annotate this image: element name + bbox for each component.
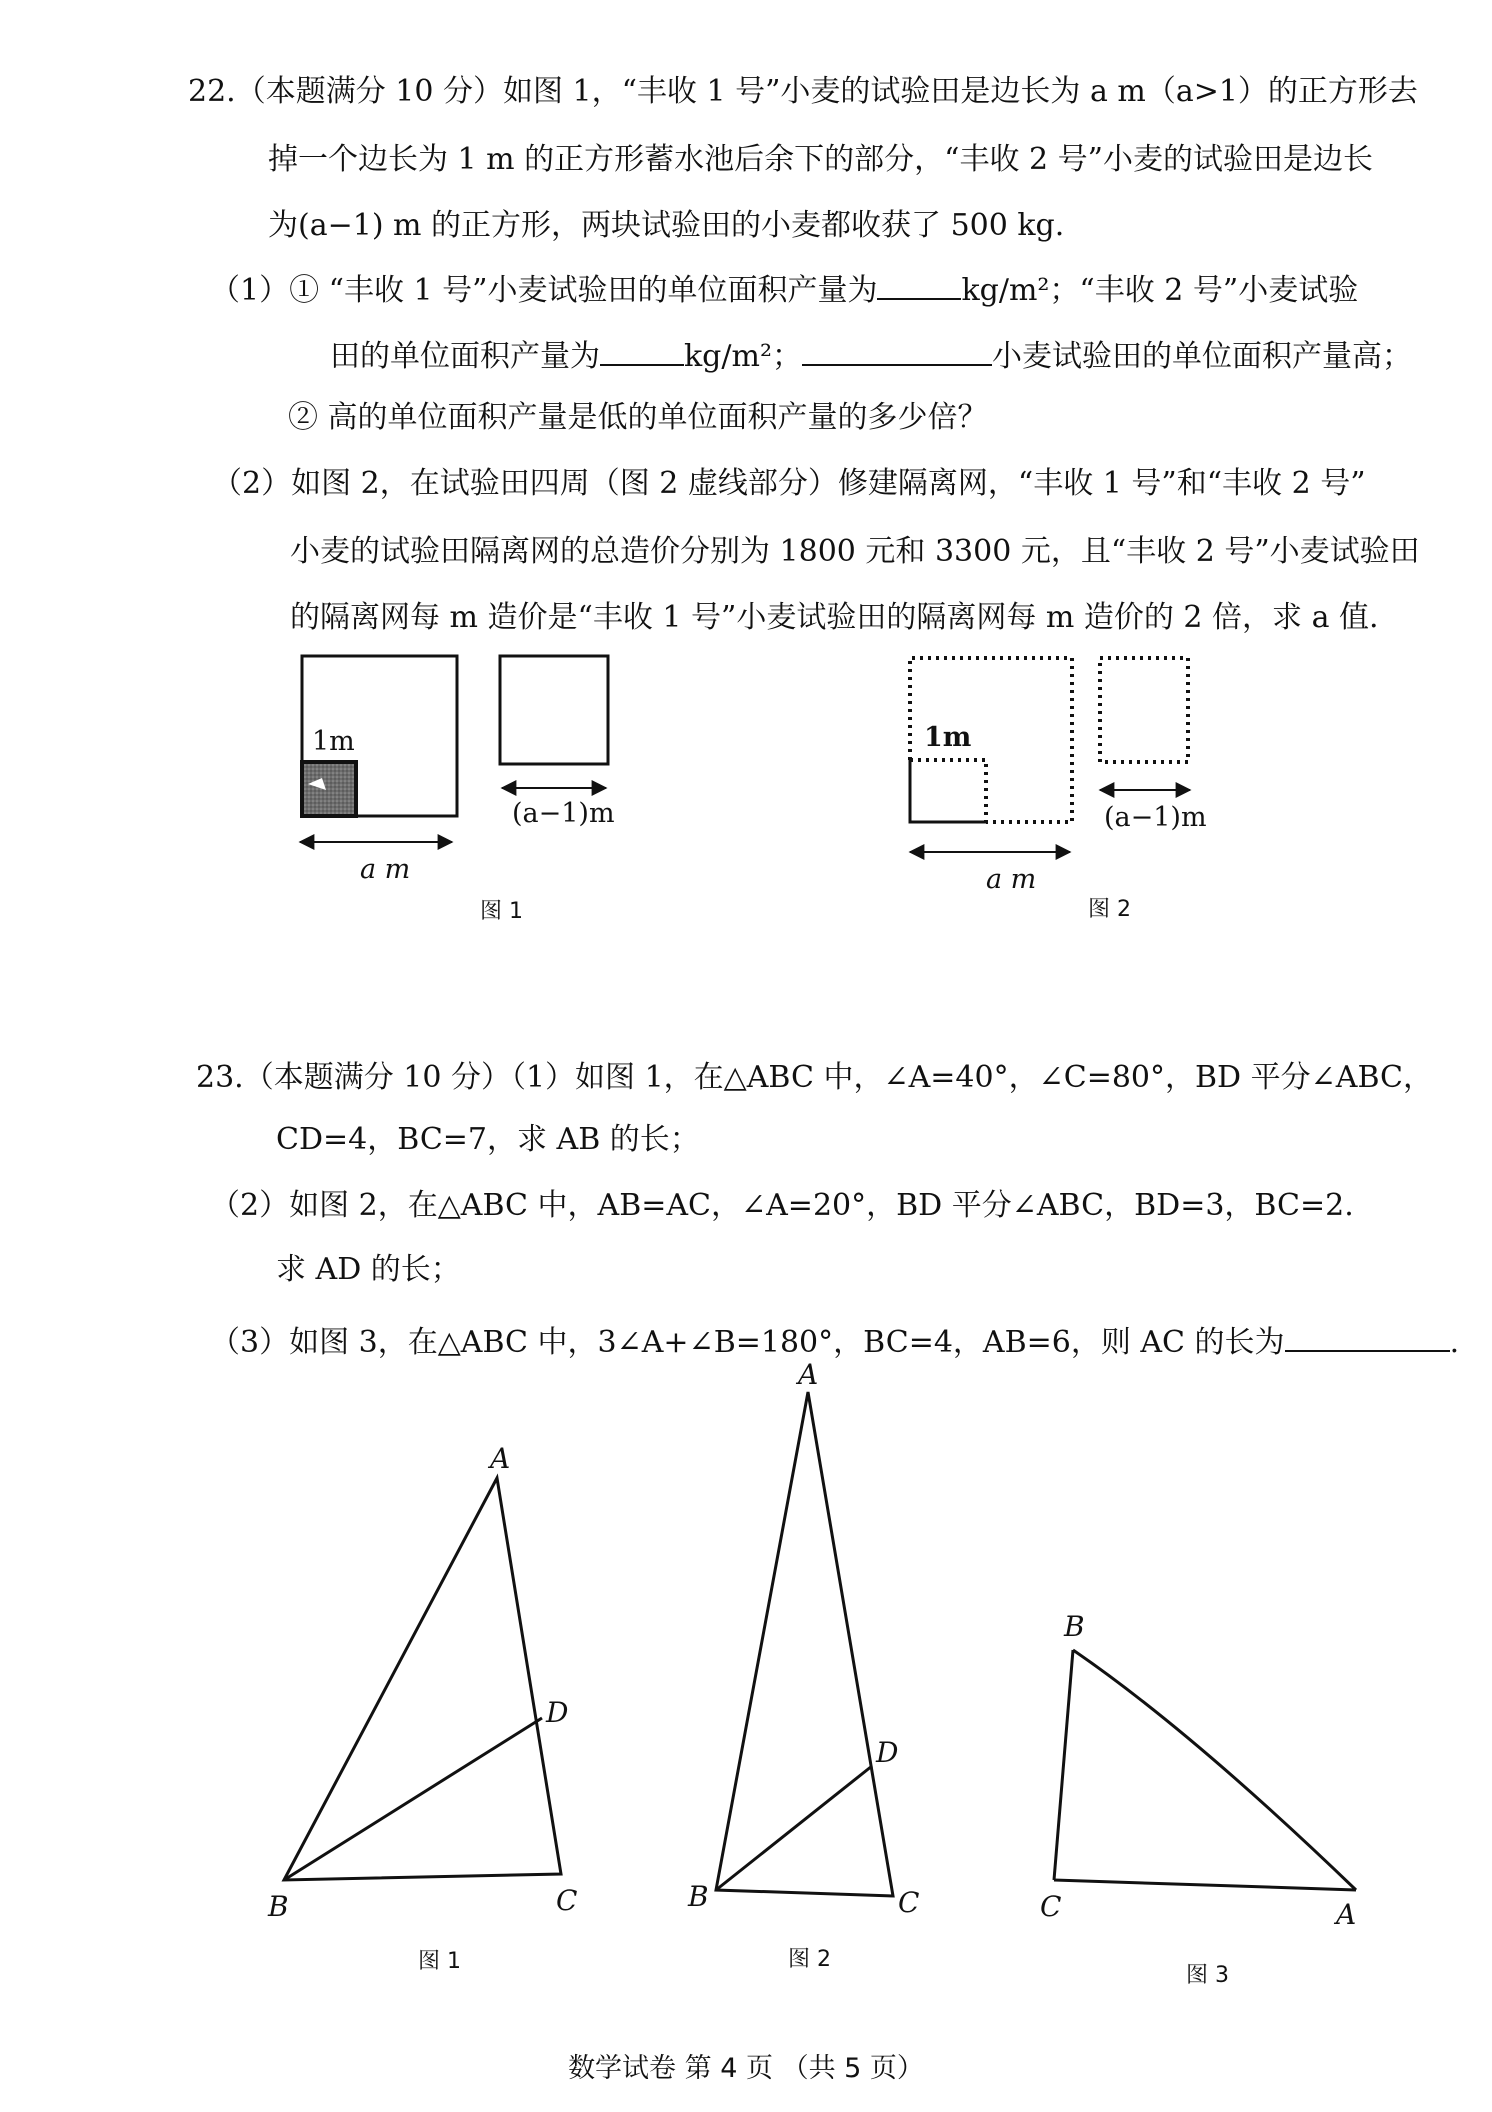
q22-part1-line-3: ② 高的单位面积产量是低的单位面积产量的多少倍？ [288, 400, 988, 435]
q22-part1-text-c: 田的单位面积产量为 [330, 339, 600, 374]
q22-part2-line-2: 小麦的试验田隔离网的总造价分别为 1800 元和 3300 元，且“丰收 2 号”小麦试验田 [290, 534, 1420, 569]
point-a-label: A [490, 1442, 511, 1475]
point-c-label: C [1040, 1890, 1062, 1923]
q22-figure-2 [910, 658, 1207, 922]
q22-part1-text-b: kg/m²；“丰收 2 号”小麦试验 [961, 273, 1359, 308]
q23-line-1: 23.（本题满分 10 分）（1）如图 1，在△ABC 中，∠A=40°，∠C=80°，BD 平分∠ABC， [196, 1060, 1434, 1095]
label-am: a m [360, 854, 411, 885]
q22-line-2: 掉一个边长为 1 m 的正方形蓄水池后余下的部分，“丰收 2 号”小麦的试验田是边长 [268, 142, 1373, 177]
q22-part1-text-d: kg/m²； [684, 339, 802, 374]
q23-part3-text: （3）如图 3，在△ABC 中，3∠A+∠B=180°，BC=4，AB=6，则 AC 的长为 [210, 1325, 1285, 1360]
q22-part1-text-a: （1）① “丰收 1 号”小麦试验田的单位面积产量为 [210, 273, 878, 308]
q23-line-2: CD=4，BC=7，求 AB 的长； [276, 1122, 700, 1157]
point-a-label: A [1336, 1898, 1357, 1931]
label-1m: 1m [312, 726, 355, 757]
figure-3-caption: 图 3 [1186, 1963, 1229, 1988]
figure-2-caption: 图 2 [1088, 897, 1131, 922]
q23-line-4: 求 AD 的长； [276, 1252, 461, 1287]
q23-figure-1 [267, 1442, 577, 1974]
q22-line-1: 22.（本题满分 10 分）如图 1，“丰收 1 号”小麦的试验田是边长为 a m（a>1）的正方形去 [188, 74, 1418, 109]
inner-dotted-border [910, 760, 986, 822]
label-a-minus-1: (a−1)m [1104, 802, 1207, 833]
reservoir-solid-edge [910, 760, 986, 822]
point-b-label: B [688, 1880, 709, 1913]
page-footer: 数学试卷 第 4 页 （共 5 页） [568, 2053, 924, 2084]
q23-line-3: （2）如图 2，在△ABC 中，AB=AC，∠A=20°，BD 平分∠ABC，BD=3，BC=2. [210, 1188, 1354, 1223]
point-c-label: C [556, 1884, 578, 1917]
bisector-bd [284, 1718, 542, 1880]
q22-line-3: 为(a−1) m 的正方形，两块试验田的小麦都收获了 500 kg. [268, 208, 1065, 243]
q22-part2-line-3: 的隔离网每 m 造价是“丰收 1 号”小麦试验田的隔离网每 m 造价的 2 倍，求 a 值. [290, 600, 1379, 635]
point-b-label: B [268, 1890, 289, 1923]
q23-figure-3 [1040, 1610, 1356, 1988]
q23-part3-end: . [1449, 1325, 1460, 1360]
bisector-bd [716, 1766, 872, 1890]
point-c-label: C [898, 1886, 920, 1919]
label-a-minus-1: (a−1)m [512, 798, 615, 829]
figure-1-caption: 图 1 [418, 1949, 461, 1974]
side-ca [1054, 1880, 1356, 1890]
label-1m: 1m [924, 722, 972, 753]
label-am: a m [986, 864, 1037, 895]
q23-figure-2 [687, 1358, 919, 1972]
reservoir-square [302, 762, 356, 816]
point-b-label: B [1064, 1610, 1085, 1643]
figure-2-caption: 图 2 [788, 1947, 831, 1972]
small-dotted-square [1100, 658, 1188, 762]
side-bc [1054, 1650, 1073, 1880]
side-ba-curve [1073, 1650, 1356, 1890]
q22-part2-line-1: （2）如图 2，在试验田四周（图 2 虚线部分）修建隔离网，“丰收 1 号”和“丰收 2 号” [212, 466, 1366, 501]
point-a-label: A [798, 1358, 819, 1391]
point-d-label: D [876, 1736, 899, 1769]
triangle-abc [284, 1478, 561, 1880]
point-d-label: D [546, 1696, 569, 1729]
figure-1-caption: 图 1 [480, 899, 523, 924]
q22-part1-text-e: 小麦试验田的单位面积产量高； [991, 339, 1412, 374]
q22-figure-1 [300, 656, 615, 924]
small-square [500, 656, 608, 764]
